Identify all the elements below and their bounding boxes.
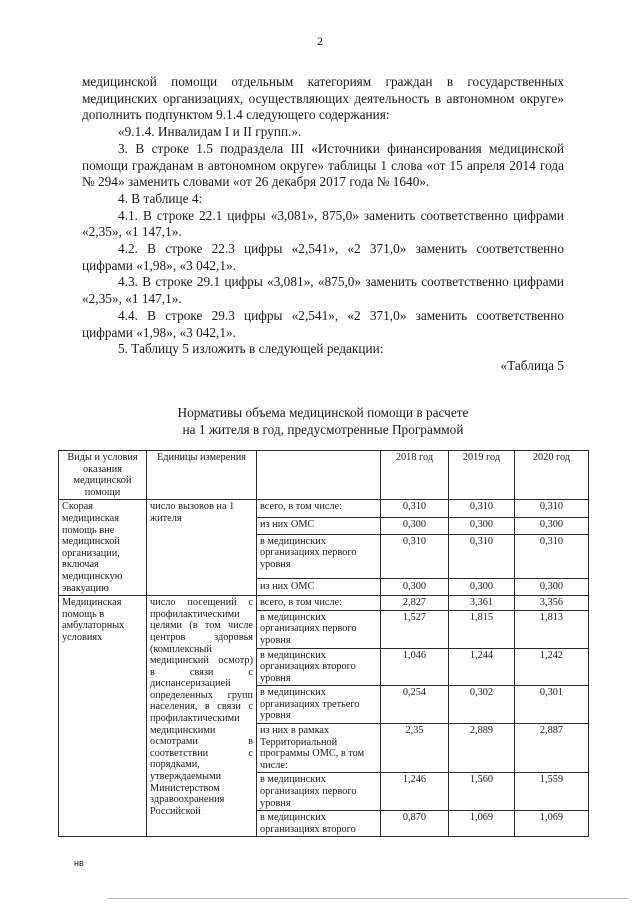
sub-cell: в медицинских организациях третьего уровня — [257, 686, 381, 724]
value-2020: 0,300 — [515, 578, 589, 595]
value-2018: 1,527 — [381, 610, 449, 648]
value-2020: 0,310 — [515, 534, 589, 578]
sub-cell: в медицинских организациях первого уровня — [257, 534, 381, 578]
value-2020: 1,559 — [515, 773, 589, 811]
header-2019: 2019 год — [449, 451, 515, 500]
value-2020: 3,356 — [515, 596, 589, 611]
value-2019: 1,560 — [449, 773, 515, 811]
value-2018: 0,254 — [381, 686, 449, 724]
header-2018: 2018 год — [381, 451, 449, 500]
table-row — [59, 596, 589, 611]
table-row — [59, 500, 589, 517]
value-2019: 1,069 — [449, 811, 515, 837]
care-type-cell: Скорая медицинская помощь вне медицинской организации, включая медицинскую эвакуацию — [59, 500, 147, 596]
footer-initials: нв — [74, 858, 84, 868]
table-title-line: Нормативы объема медицинской помощи в расчете — [177, 405, 469, 420]
value-2018: 0,300 — [381, 578, 449, 595]
value-2020: 0,310 — [515, 500, 589, 517]
paragraph: 4.4. В строке 29.3 цифры «2,541», «2 371,0» заменить соответственно цифрами «1,98», «3 042,1». — [82, 307, 564, 340]
value-2019: 3,361 — [449, 596, 515, 611]
value-2018: 0,300 — [381, 517, 449, 534]
value-2018: 1,046 — [381, 648, 449, 686]
paragraph: 3. В строке 1.5 подраздела III «Источники финансирования медицинской помощи гражданам в автономном округе» таблицы 1 слова «от 15 апреля 2014 года № 294» заменить словами «от 26 декабря 2017 года № 1640». — [82, 140, 564, 190]
value-2020: 1,069 — [515, 811, 589, 837]
sub-cell: из них ОМС — [257, 517, 381, 534]
unit-cell: число посещений с профилактическими целями (в том числе центров здоровья (комплексный медицинский осмотр) в связи с диспансеризацией определенных групп населения, в связи с профилактическими медицинскими осмотрами в соответствии с порядками, утверждаемыми Министерством здравоохранения Российской — [147, 596, 257, 837]
header-2020: 2020 год — [515, 451, 589, 500]
value-2019: 2,889 — [449, 724, 515, 773]
paragraph: 5. Таблицу 5 изложить в следующей редакции: — [118, 341, 384, 357]
value-2020: 1,813 — [515, 610, 589, 648]
paragraph: «9.1.4. Инвалидам I и II групп.». — [118, 124, 302, 140]
care-type-cell: Медицинская помощь в амбулаторных условиях — [59, 596, 147, 837]
value-2018: 0,870 — [381, 811, 449, 837]
value-2020: 1,242 — [515, 648, 589, 686]
sub-cell: в медицинских организациях первого уровня — [257, 610, 381, 648]
sub-cell: в медицинских организациях второго — [257, 811, 381, 837]
sub-cell: из них ОМС — [257, 578, 381, 595]
value-2018: 1,246 — [381, 773, 449, 811]
page-number: 2 — [317, 34, 323, 48]
value-2019: 0,310 — [449, 500, 515, 517]
value-2018: 2,827 — [381, 596, 449, 611]
table-title — [82, 405, 564, 438]
table-header-row — [59, 451, 589, 500]
sub-cell: всего, в том числе: — [257, 596, 381, 611]
value-2019: 1,815 — [449, 610, 515, 648]
paragraph: 4.3. В строке 29.1 цифры «3,081», «875,0» заменить соответственно цифрами «2,35», «1 147,1». — [82, 274, 564, 307]
value-2020: 0,300 — [515, 517, 589, 534]
sub-cell: в медицинских организациях второго уровня — [257, 648, 381, 686]
value-2019: 1,244 — [449, 648, 515, 686]
page-bottom-rule — [108, 898, 628, 899]
value-2019: 0,302 — [449, 686, 515, 724]
paragraph: 4. В таблице 4: — [118, 190, 203, 206]
header-unit: Единицы измерения — [147, 451, 257, 500]
header-sub — [257, 451, 381, 500]
norms-table — [58, 450, 589, 837]
paragraph: медицинской помощи отдельным категориям граждан в государственных медицинских организациях, осуществляющих деятельность в автономном округе» дополнить подпунктом 9.1.4 следующего содержания: — [82, 74, 564, 123]
header-type: Виды и условия оказания медицинской помощи — [59, 451, 147, 500]
value-2019: 0,300 — [449, 578, 515, 595]
value-2020: 0,301 — [515, 686, 589, 724]
value-2019: 0,310 — [449, 534, 515, 578]
value-2020: 2,887 — [515, 724, 589, 773]
value-2018: 0,310 — [381, 500, 449, 517]
value-2018: 2,35 — [381, 724, 449, 773]
sub-cell: всего, в том числе: — [257, 500, 381, 517]
sub-cell: в медицинских организациях первого уровня — [257, 773, 381, 811]
table-title-line: на 1 жителя в год, предусмотренные Программой — [182, 421, 464, 437]
value-2018: 0,310 — [381, 534, 449, 578]
sub-cell: из них в рамках Территориальной программы ОМС, в том числе: — [257, 724, 381, 773]
paragraph: 4.1. В строке 22.1 цифры «3,081», 875,0» заменить соответственно цифрами «2,35», «1 147,1». — [82, 207, 564, 240]
body-text — [82, 74, 564, 375]
table-caption-label: «Таблица 5 — [500, 357, 564, 373]
paragraph: 4.2. В строке 22.3 цифры «2,541», «2 371,0» заменить соответственно цифрами «1,98», «3 042,1». — [82, 241, 564, 273]
value-2019: 0,300 — [449, 517, 515, 534]
unit-cell: число вызовов на 1 жителя — [147, 500, 257, 596]
